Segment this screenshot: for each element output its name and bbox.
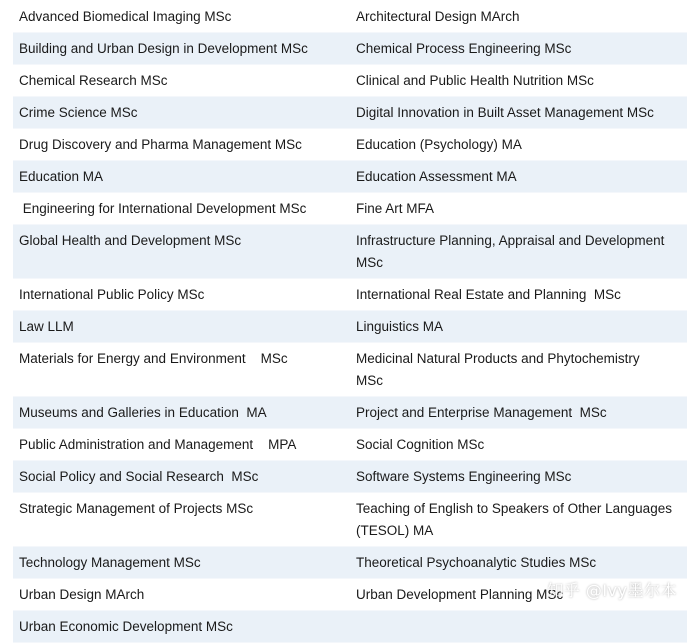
table-row bbox=[13, 193, 687, 225]
program-cell-right: International Real Estate and Planning MSc bbox=[356, 287, 621, 302]
program-cell-left: Chemical Research MSc bbox=[19, 73, 168, 88]
program-cell-right: Software Systems Engineering MSc bbox=[356, 469, 572, 484]
program-cell-right: Clinical and Public Health Nutrition MSc bbox=[356, 73, 594, 88]
program-cell-right: Fine Art MFA bbox=[356, 201, 435, 216]
programs-table bbox=[13, 1, 687, 643]
program-cell-right: Linguistics MA bbox=[356, 319, 444, 334]
table-row bbox=[13, 547, 687, 579]
table-row bbox=[13, 161, 687, 193]
table-row bbox=[13, 493, 687, 547]
table-row bbox=[13, 97, 687, 129]
table-row bbox=[13, 65, 687, 97]
program-cell-left: Engineering for International Development MSc bbox=[19, 201, 307, 216]
table-row bbox=[13, 461, 687, 493]
table-row bbox=[13, 311, 687, 343]
program-cell-right: Project and Enterprise Management MSc bbox=[356, 405, 607, 420]
zhihu-watermark: 知乎 @Ivy墨尔本 bbox=[547, 581, 677, 600]
program-cell-left: Strategic Management of Projects MSc bbox=[19, 501, 254, 516]
programs-table-container bbox=[13, 1, 687, 643]
program-cell-left: Social Policy and Social Research MSc bbox=[19, 469, 259, 484]
program-cell-left: Crime Science MSc bbox=[19, 105, 138, 120]
program-cell-left: Technology Management MSc bbox=[19, 555, 201, 570]
program-cell-left: Advanced Biomedical Imaging MSc bbox=[19, 9, 232, 24]
table-row bbox=[13, 129, 687, 161]
program-cell-left: Building and Urban Design in Development MSc bbox=[19, 41, 308, 56]
table-row bbox=[13, 33, 687, 65]
program-cell-left: Museums and Galleries in Education MA bbox=[19, 405, 267, 420]
program-cell-right: Architectural Design MArch bbox=[356, 9, 520, 24]
programs-table-body bbox=[13, 1, 687, 643]
program-cell-right: Medicinal Natural Products and Phytochemistry MSc bbox=[356, 351, 648, 388]
program-cell-right bbox=[350, 611, 687, 643]
table-row bbox=[13, 225, 687, 279]
program-cell-left: Public Administration and Management MPA bbox=[19, 437, 297, 452]
table-row bbox=[13, 343, 687, 397]
program-cell-right: Social Cognition MSc bbox=[356, 437, 485, 452]
program-cell-right: Urban Development Planning MSc bbox=[356, 587, 564, 602]
program-cell-right: Teaching of English to Speakers of Other Languages (TESOL) MA bbox=[356, 501, 676, 538]
program-cell-right: Chemical Process Engineering MSc bbox=[356, 41, 572, 56]
program-cell-left: Materials for Energy and Environment MSc bbox=[19, 351, 288, 366]
program-cell-right: Education (Psychology) MA bbox=[356, 137, 522, 152]
table-row bbox=[13, 279, 687, 311]
program-cell-left: Global Health and Development MSc bbox=[19, 233, 242, 248]
table-row bbox=[13, 1, 687, 33]
table-row bbox=[13, 611, 687, 643]
program-cell-right: Infrastructure Planning, Appraisal and Development MSc bbox=[356, 233, 669, 270]
program-cell-right: Education Assessment MA bbox=[356, 169, 517, 184]
program-cell-left: Law LLM bbox=[19, 319, 74, 334]
program-cell-left: International Public Policy MSc bbox=[19, 287, 205, 302]
program-cell-left: Urban Economic Development MSc bbox=[19, 619, 233, 634]
program-cell-left: Urban Design MArch bbox=[19, 587, 145, 602]
program-cell-left: Education MA bbox=[19, 169, 104, 184]
program-cell-left: Drug Discovery and Pharma Management MSc bbox=[19, 137, 302, 152]
program-cell-right: Digital Innovation in Built Asset Management MSc bbox=[356, 105, 654, 120]
program-cell-right: Theoretical Psychoanalytic Studies MSc bbox=[356, 555, 597, 570]
table-row bbox=[13, 397, 687, 429]
table-row bbox=[13, 429, 687, 461]
